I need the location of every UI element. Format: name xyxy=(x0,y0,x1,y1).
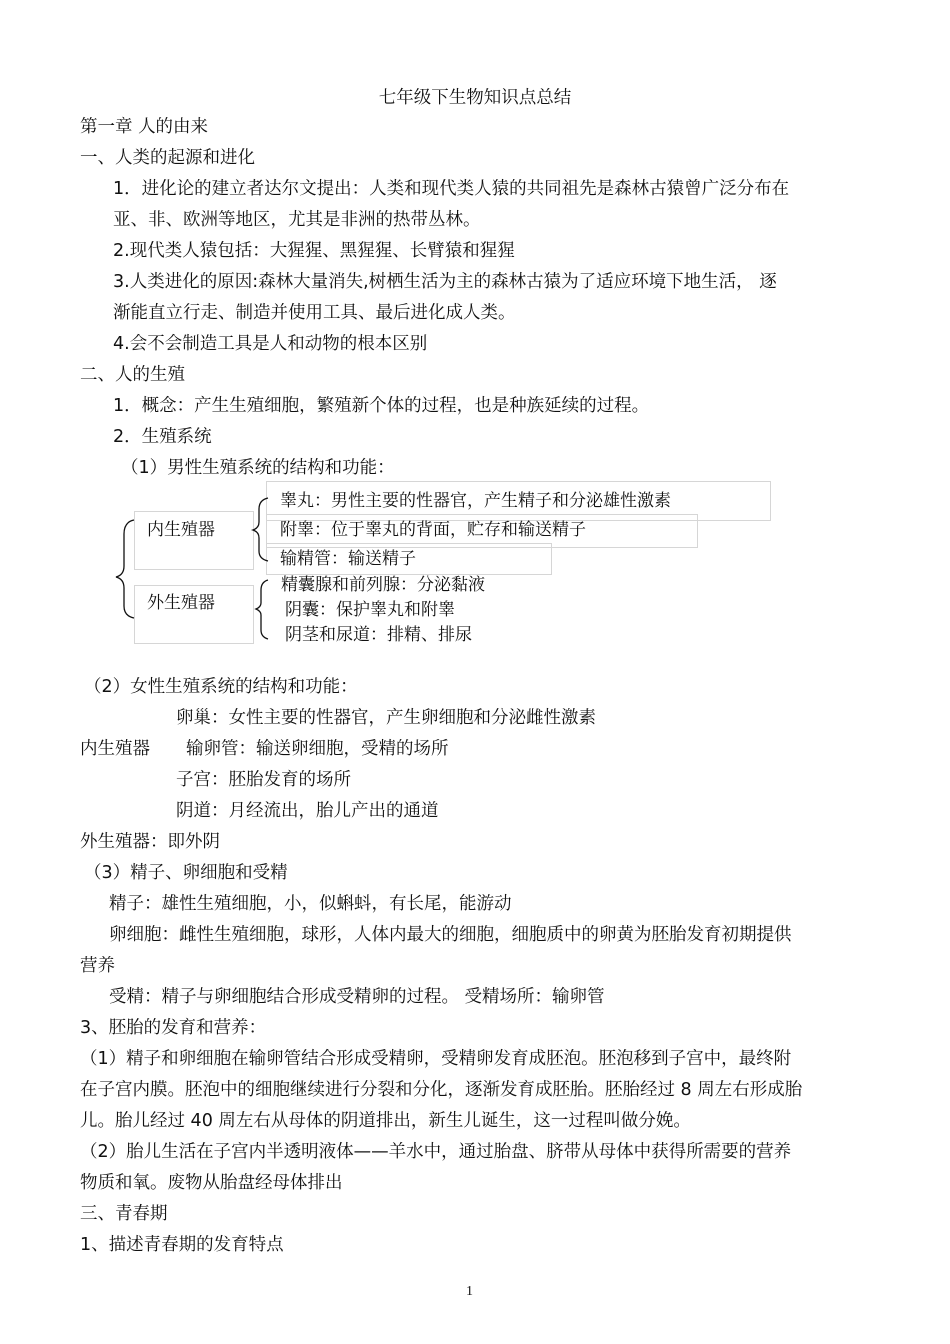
section-heading-embryo: 3、胚胎的发育和营养： xyxy=(80,1018,267,1038)
paragraph-line: （1）精子和卵细胞在输卵管结合形成受精卵，受精卵发育成胚泡。胚泡移到子宫中，最终附 xyxy=(80,1049,792,1069)
paragraph-line: 2．生殖系统 xyxy=(113,427,212,447)
sperm-text: 精子：雄性生殖细胞，小，似蝌蚪，有长尾，能游动 xyxy=(109,894,512,914)
paragraph-line: 2.现代类人猿包括：大猩猩、黑猩猩、长臂猿和猩猩 xyxy=(113,241,515,261)
paragraph-line: 4.会不会制造工具是人和动物的根本区别 xyxy=(113,334,428,354)
outer-organ-label: 外生殖器 xyxy=(147,593,215,613)
paragraph-line: （2）胎儿生活在子宫内半透明液体——羊水中，通过胎盘、脐带从母体中获得所需要的营养 xyxy=(80,1142,792,1162)
uterus-text: 子宫：胚胎发育的场所 xyxy=(176,770,351,790)
scrotum-text: 阴囊：保护睾丸和附睾 xyxy=(285,600,455,620)
subheading-female-system: （2）女性生殖系统的结构和功能： xyxy=(84,677,358,697)
paragraph-line: 儿。胎儿经过 40 周左右从母体的阴道排出，新生儿诞生，这一过程叫做分娩。 xyxy=(80,1111,691,1131)
vagina-text: 阴道：月经流出，胎儿产出的通道 xyxy=(176,801,439,821)
paragraph-line: 物质和氧。废物从胎盘经母体排出 xyxy=(80,1173,343,1193)
inner-organ-label: 内生殖器 xyxy=(147,520,215,540)
paragraph-line: 1．进化论的建立者达尔文提出：人类和现代类人猿的共同祖先是森林古猿曾广泛分布在 xyxy=(113,179,790,199)
penis-urethra-text: 阴茎和尿道：排精、排尿 xyxy=(285,625,472,645)
paragraph-line: 在子宫内膜。胚泡中的细胞继续进行分裂和分化，逐渐发育成胚胎。胚胎经过 8 周左右形成胎 xyxy=(80,1080,803,1100)
seminal-gland-text: 精囊腺和前列腺：分泌黏液 xyxy=(281,575,485,595)
fertilization-text: 受精：精子与卵细胞结合形成受精卵的过程。 受精场所：输卵管 xyxy=(109,987,605,1007)
subheading-male-system: （1）男性生殖系统的结构和功能： xyxy=(121,458,395,478)
paragraph-line: 渐能直立行走、制造并使用工具、最后进化成人类。 xyxy=(113,303,516,323)
document-title: 七年级下生物知识点总结 xyxy=(378,88,572,108)
female-inner-label: 内生殖器 xyxy=(80,739,150,759)
section-heading-puberty: 三、青春期 xyxy=(80,1204,168,1224)
section-heading-origin: 一、人类的起源和进化 xyxy=(80,148,255,168)
page-number: 1 xyxy=(466,1284,473,1299)
paragraph-line: 1．概念：产生生殖细胞，繁殖新个体的过程，也是种族延续的过程。 xyxy=(113,396,650,416)
paragraph-line: 1、描述青春期的发育特点 xyxy=(80,1235,284,1255)
oviduct-text: 输卵管：输送卵细胞，受精的场所 xyxy=(186,739,449,759)
paragraph-line: 亚、非、欧洲等地区，尤其是非洲的热带丛林。 xyxy=(113,210,481,230)
subheading-fertilization: （3）精子、卵细胞和受精 xyxy=(84,863,288,883)
chapter-heading: 第一章 人的由来 xyxy=(80,117,209,137)
egg-text: 卵细胞：雌性生殖细胞，球形，人体内最大的细胞，细胞质中的卵黄为胚胎发育初期提供 xyxy=(109,925,792,945)
ovary-text: 卵巢：女性主要的性器官，产生卵细胞和分泌雌性激素 xyxy=(176,708,596,728)
egg-text-cont: 营养 xyxy=(80,956,115,976)
testis-text: 睾丸：男性主要的性器官，产生精子和分泌雄性激素 xyxy=(280,491,671,511)
female-outer-text: 外生殖器：即外阴 xyxy=(80,832,220,852)
paragraph-line: 3.人类进化的原因:森林大量消失,树栖生活为主的森林古猿为了适应环境下地生活， 逐 xyxy=(113,272,777,292)
vas-deferens-text: 输精管：输送精子 xyxy=(280,549,416,569)
section-heading-reproduction: 二、人的生殖 xyxy=(80,365,185,385)
epididymis-text: 附睾：位于睾丸的背面，贮存和输送精子 xyxy=(280,520,586,540)
